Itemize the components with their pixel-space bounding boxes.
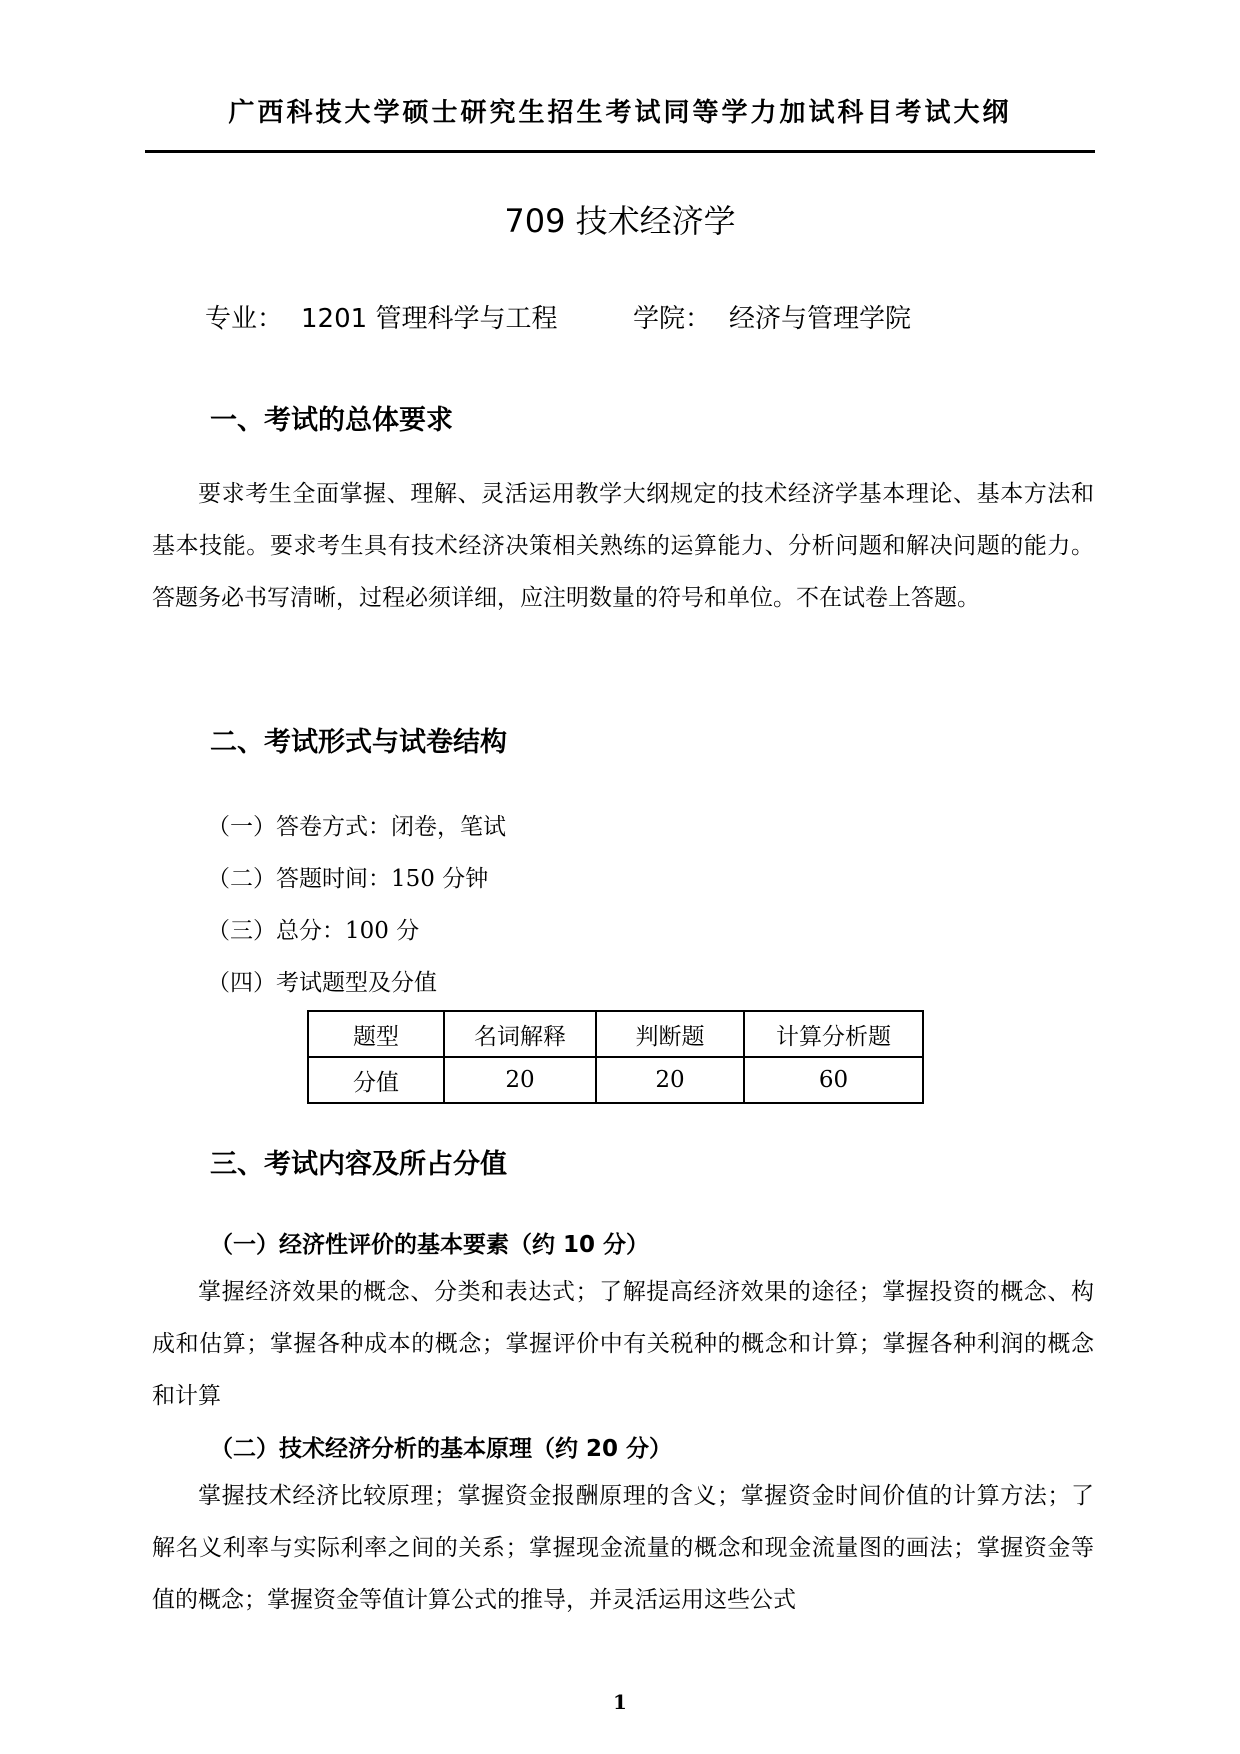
table-cell: 题型 [308, 1011, 444, 1057]
page-number: 1 [613, 1690, 627, 1714]
header-divider [145, 150, 1095, 153]
question-types-item: （四）考试题型及分值 [207, 970, 437, 996]
section-heading-exam-content: 三、考试内容及所占分值 [210, 1149, 507, 1180]
table-cell: 20 [444, 1057, 596, 1103]
table-cell: 名词解释 [444, 1011, 596, 1057]
page-header-title: 广西科技大学硕士研究生招生考试同等学力加试科目考试大纲 [228, 98, 1012, 128]
college-value: 经济与管理学院 [729, 304, 912, 334]
major-value: 1201 管理科学与工程 [301, 304, 558, 334]
general-requirements-paragraph: 要求考生全面掌握、理解、灵活运用教学大纲规定的技术经济学基本理论、基本方法和基本技能。要求考生具有技术经济决策相关熟练的运算能力、分析问题和解决问题的能力。答题务必书写清晰，过程必须详细，应注明数量的符号和单位。不在试卷上答题。 [152, 481, 1094, 611]
document-title: 709 技术经济学 [504, 202, 736, 240]
subsection-heading-economic-evaluation: （一）经济性评价的基本要素（约 10 分） [210, 1232, 650, 1258]
total-score-item: （三）总分：100 分 [207, 918, 420, 944]
exam-format-item: （一）答卷方式：闭卷，笔试 [207, 814, 506, 840]
college-label: 学院： [633, 304, 712, 334]
table-row [308, 1057, 923, 1103]
section-heading-exam-format: 二、考试形式与试卷结构 [210, 727, 507, 758]
college-info [633, 298, 911, 335]
table-header-row [308, 1011, 923, 1057]
major-info [205, 298, 557, 335]
exam-time-item: （二）答题时间：150 分钟 [207, 866, 489, 892]
major-label: 专业： [205, 304, 284, 334]
section-heading-general-requirements: 一、考试的总体要求 [210, 405, 453, 436]
table-cell: 60 [744, 1057, 923, 1103]
table-cell: 计算分析题 [744, 1011, 923, 1057]
table-cell: 判断题 [596, 1011, 744, 1057]
score-distribution-table [307, 1010, 924, 1104]
table-cell: 分值 [308, 1057, 444, 1103]
economic-evaluation-paragraph: 掌握经济效果的概念、分类和表达式；了解提高经济效果的途径；掌握投资的概念、构成和估算；掌握各种成本的概念；掌握评价中有关税种的概念和计算；掌握各种利润的概念和计算 [152, 1279, 1094, 1409]
subsection-heading-analysis-principles: （二）技术经济分析的基本原理（约 20 分） [210, 1436, 673, 1462]
table-cell: 20 [596, 1057, 744, 1103]
analysis-principles-paragraph: 掌握技术经济比较原理；掌握资金报酬原理的含义；掌握资金时间价值的计算方法；了解名义利率与实际利率之间的关系；掌握现金流量的概念和现金流量图的画法；掌握资金等值的概念；掌握资金等值计算公式的推导，并灵活运用这些公式 [152, 1483, 1094, 1613]
